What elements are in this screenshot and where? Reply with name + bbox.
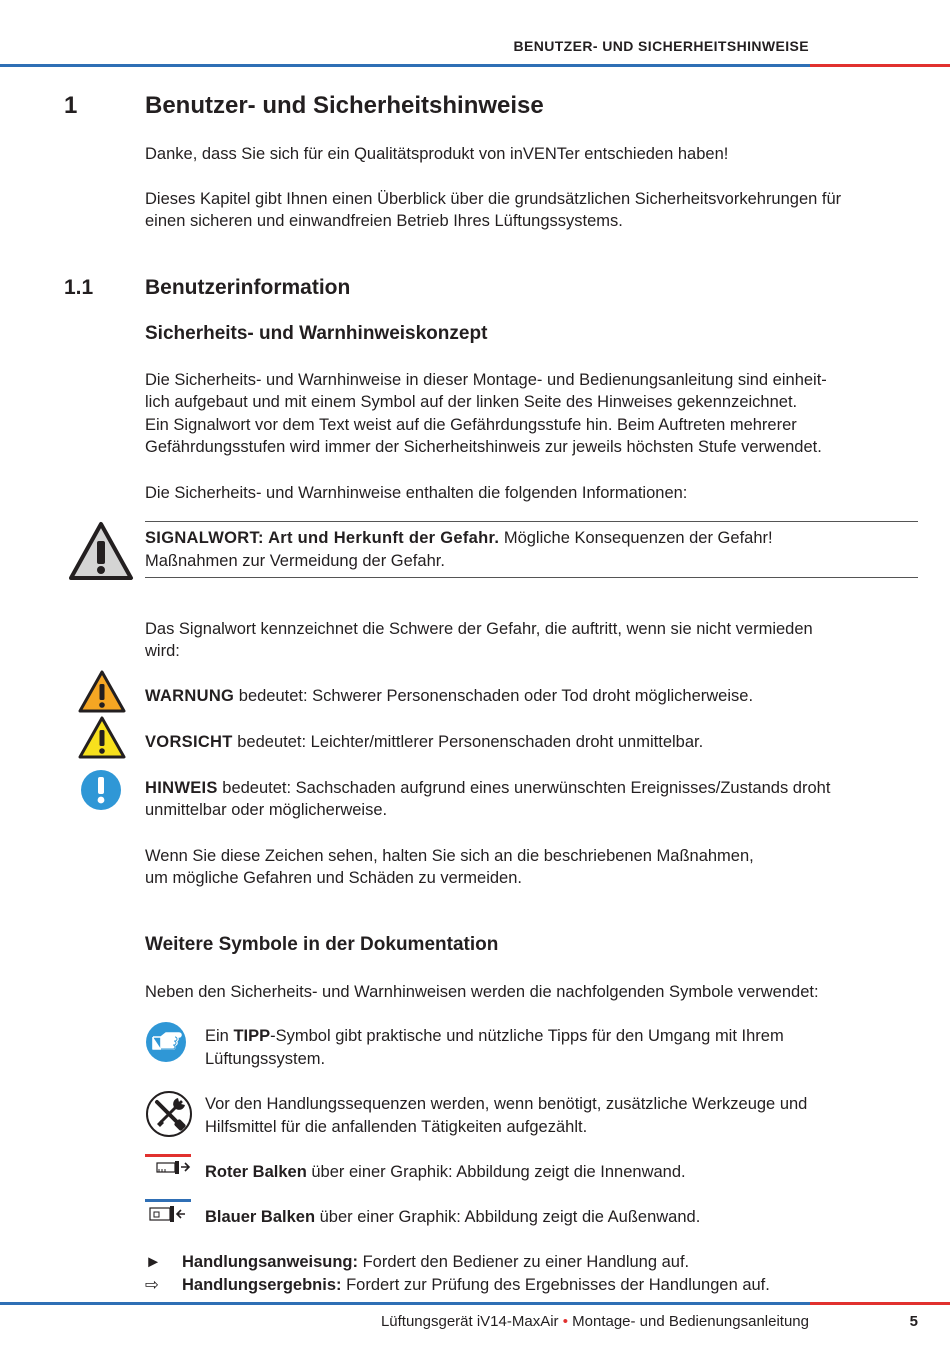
inner-wall-red-bar-icon — [145, 1154, 191, 1178]
info-intro: Die Sicherheits- und Warnhinweise enthalten die folgenden Informationen: — [145, 484, 688, 502]
general-warning-icon — [68, 521, 134, 581]
warnung-line — [145, 685, 753, 708]
subsection-number: 1.1 — [64, 276, 94, 299]
footer-rule-red — [810, 1302, 950, 1305]
section-number: 1 — [64, 92, 78, 119]
concept-line-2: lich aufgebaut und mit einem Symbol auf der linken Seite des Hinweises gekennzeichnet. — [145, 393, 798, 411]
footer-doc: Montage- und Bedienungsanleitung — [572, 1313, 809, 1330]
action-marker-icon: ► — [145, 1253, 162, 1271]
warnung-signalword: WARNUNG — [145, 687, 235, 705]
blue-bar-keyword: Blauer Balken — [205, 1208, 316, 1226]
hinweis-text: bedeutet: Sachschaden aufgrund eines unerwünschten Ereignisses/Zustands droht — [217, 779, 831, 797]
red-bar-keyword: Roter Balken — [205, 1163, 307, 1181]
running-header: BENUTZER- UND SICHERHEITSHINWEISE — [513, 38, 809, 54]
outer-wall-blue-bar-icon — [145, 1199, 191, 1223]
tip-hand-icon — [145, 1021, 187, 1063]
caution-yellow-icon — [78, 716, 126, 759]
vorsicht-text: bedeutet: Leichter/mittlerer Personenschaden droht unmittelbar. — [232, 733, 704, 751]
box-bottom-rule — [145, 577, 918, 578]
footer-bullet: • — [562, 1313, 568, 1330]
red-bar-text: über einer Graphik: Abbildung zeigt die Innenwand. — [306, 1163, 686, 1181]
box-consequence: Mögliche Konsequenzen der Gefahr! — [499, 529, 773, 547]
notice-info-icon — [80, 769, 122, 811]
concept-heading: Sicherheits- und Warnhinweiskonzept — [145, 323, 488, 344]
tools-line-1: Vor den Handlungssequenzen werden, wenn benötigt, zusätzliche Werkzeuge und — [205, 1095, 808, 1113]
result-text: Fordert zur Prüfung des Ergebnisses der Handlungen auf. — [341, 1276, 770, 1294]
action-line — [182, 1251, 689, 1274]
intro-line-2: einen sicheren und einwandfreien Betrieb Ihres Lüftungssystems. — [145, 212, 623, 230]
symbols-heading: Weitere Symbole in der Dokumentation — [145, 934, 499, 955]
blue-bar-line — [205, 1206, 700, 1229]
concept-line-1: Die Sicherheits- und Warnhinweise in dieser Montage- und Bedienungsanleitung sind einheit- — [145, 371, 827, 389]
result-line — [182, 1274, 770, 1297]
vorsicht-line — [145, 731, 703, 754]
tools-icon — [145, 1090, 193, 1138]
concept-line-3: Ein Signalwort vor dem Text weist auf die Gefährdungsstufe hin. Beim Auftreten mehrerer — [145, 416, 797, 434]
closing-line-1: Wenn Sie diese Zeichen sehen, halten Sie sich an die beschriebenen Maßnahmen, — [145, 847, 754, 865]
tipp-keyword: TIPP — [233, 1027, 271, 1045]
page-number: 5 — [909, 1313, 918, 1330]
blue-bar-text: über einer Graphik: Abbildung zeigt die Außenwand. — [315, 1208, 701, 1226]
signal-line-1: Das Signalwort kennzeichnet die Schwere der Gefahr, die auftritt, wenn sie nicht vermieden — [145, 620, 813, 638]
result-keyword: Handlungsergebnis: — [182, 1276, 342, 1294]
signal-line-2: wird: — [145, 642, 180, 660]
symbols-intro: Neben den Sicherheits- und Warnhinweisen werden die nachfolgenden Symbole verwendet: — [145, 983, 819, 1001]
result-marker-icon: ⇨ — [145, 1276, 159, 1294]
warnung-text: bedeutet: Schwerer Personenschaden oder Tod droht möglicherweise. — [234, 687, 754, 705]
closing-line-2: um mögliche Gefahren und Schäden zu vermeiden. — [145, 869, 522, 887]
footer-rule-blue — [0, 1302, 810, 1305]
intro-line-1: Dieses Kapitel gibt Ihnen einen Überblick über die grundsätzlichen Sicherheitsvorkehrungen für — [145, 190, 842, 208]
box-signalword: SIGNALWORT: Art und Herkunft der Gefahr. — [145, 529, 500, 547]
footer-product: Lüftungsgerät iV14-MaxAir — [380, 1313, 559, 1330]
box-line-1 — [145, 527, 773, 550]
subsection-title: Benutzerinformation — [145, 276, 351, 299]
red-bar-line — [205, 1161, 686, 1184]
action-keyword: Handlungsanweisung: — [182, 1253, 359, 1271]
section-title: Benutzer- und Sicherheitshinweise — [145, 92, 544, 119]
tipp-line-2: Lüftungssystem. — [205, 1050, 326, 1068]
concept-line-4: Gefährdungsstufen wird immer der Sicherheitshinweis zur jeweils höchsten Stufe verwendet. — [145, 438, 822, 456]
thanks-paragraph: Danke, dass Sie sich für ein Qualitätsprodukt von inVENTer entschieden haben! — [145, 145, 729, 163]
box-top-rule — [145, 521, 918, 522]
warning-orange-icon — [78, 670, 126, 713]
tipp-line-1 — [205, 1025, 784, 1048]
box-line-2: Maßnahmen zur Vermeidung der Gefahr. — [145, 552, 445, 570]
footer-text — [381, 1313, 809, 1330]
header-rule-red — [810, 64, 950, 67]
tipp-text: -Symbol gibt praktische und nützliche Tipps für den Umgang mit Ihrem — [270, 1027, 784, 1045]
hinweis-line-2: unmittelbar oder möglicherweise. — [145, 801, 388, 819]
header-rule-blue — [0, 64, 810, 67]
tools-line-2: Hilfsmittel für die anfallenden Tätigkeiten aufgezählt. — [205, 1118, 588, 1136]
vorsicht-signalword: VORSICHT — [145, 733, 233, 751]
hinweis-line-1 — [145, 777, 830, 800]
tipp-prefix: Ein — [205, 1027, 234, 1045]
hinweis-signalword: HINWEIS — [145, 779, 218, 797]
action-text: Fordert den Bediener zu einer Handlung auf. — [358, 1253, 690, 1271]
